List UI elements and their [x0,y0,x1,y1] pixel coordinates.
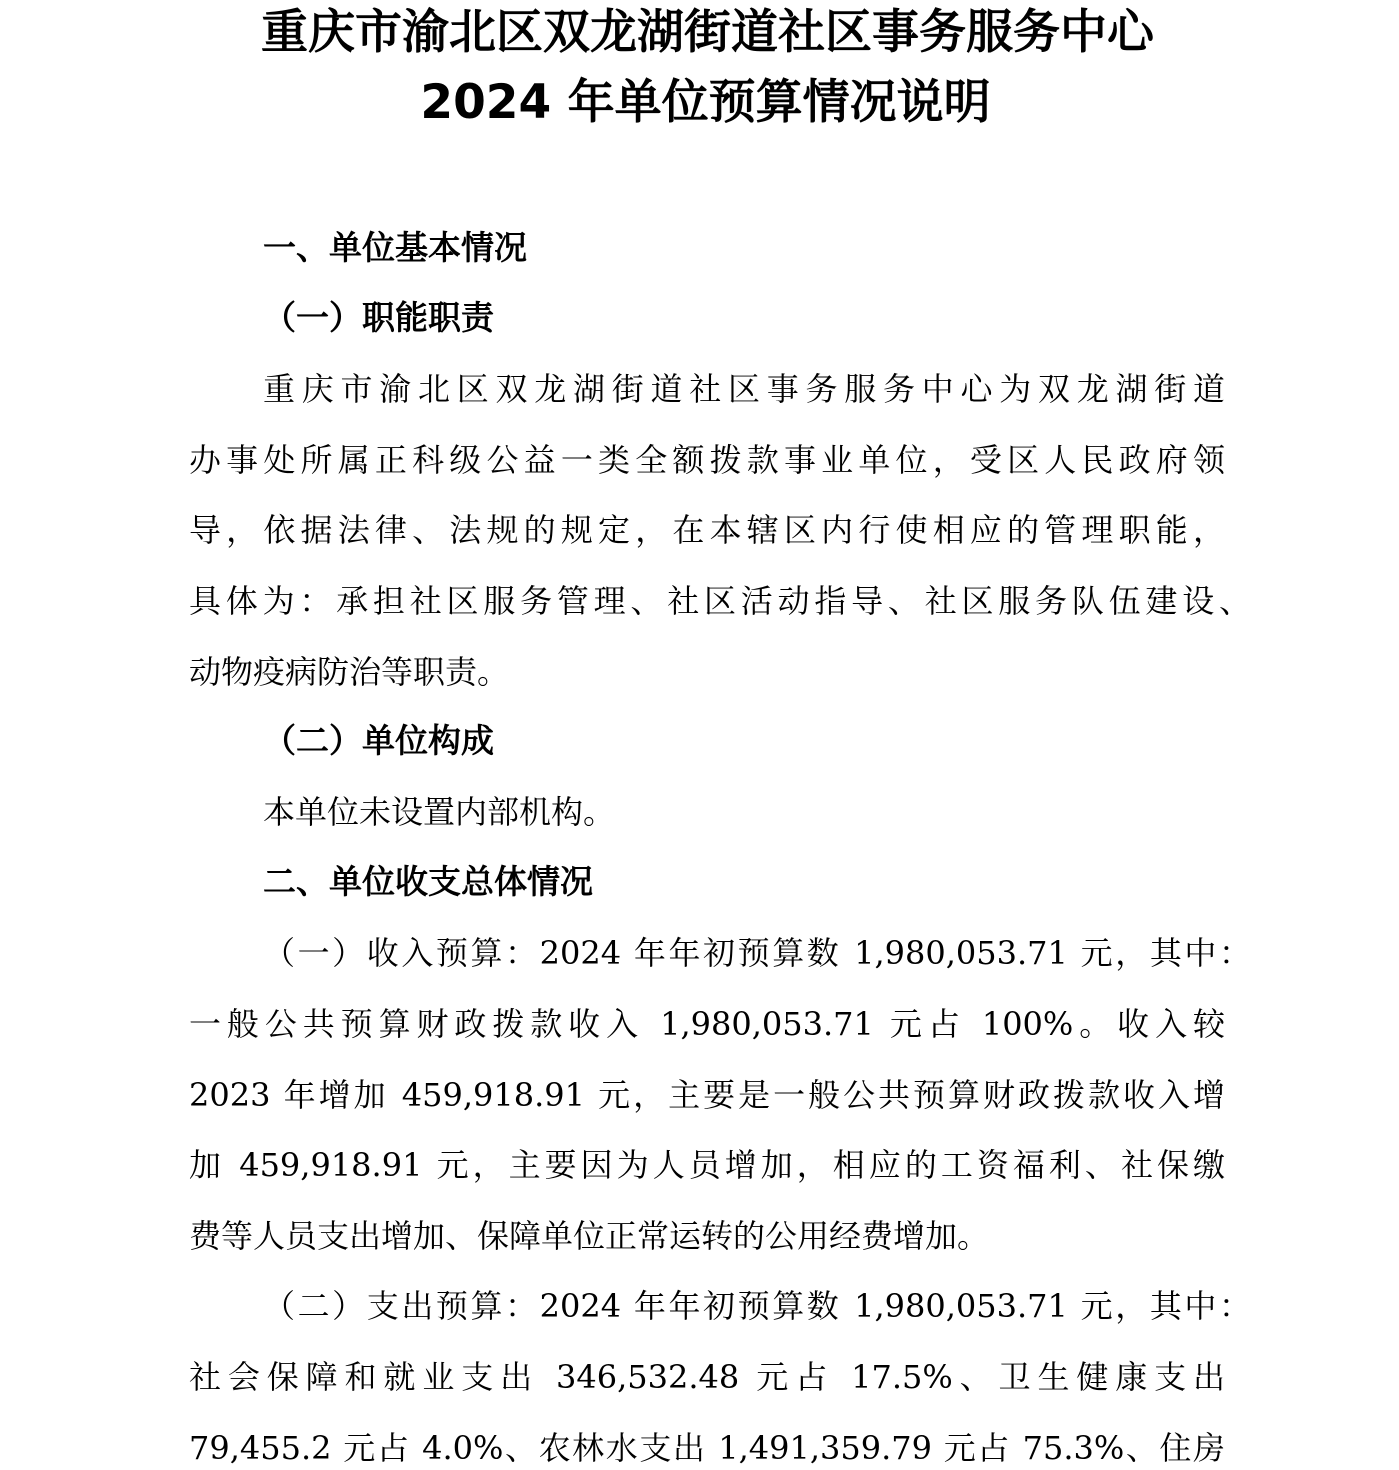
duties-line-3: 导，依据法律、法规的规定，在本辖区内行使相应的管理职能， [189,511,1225,549]
duties-line-4: 具体为：承担社区服务管理、社区活动指导、社区服务队伍建设、 [189,582,1251,620]
income-line-2: 一般公共预算财政拨款收入 1,980,053.71 元占 100%。收入较 [189,1005,1225,1043]
duties-line-1: 重庆市渝北区双龙湖街道社区事务服务中心为双龙湖街道 [263,370,1225,408]
income-line-3: 2023 年增加 459,918.91 元，主要是一般公共预算财政拨款收入增 [189,1076,1225,1114]
expense-line-1: （二）支出预算：2024 年年初预算数 1,980,053.71 元，其中： [263,1287,1251,1325]
income-line-4: 加 459,918.91 元，主要因为人员增加，相应的工资福利、社保缴 [189,1146,1225,1184]
income-line-1: （一）收入预算：2024 年年初预算数 1,980,053.71 元，其中： [263,934,1251,972]
structure-line-1: 本单位未设置内部机构。 [263,793,616,831]
document-title-line-2: 2024 年单位预算情况说明 [420,75,991,130]
section-1-sub-1-heading: （一）职能职责 [263,298,494,337]
section-1-sub-2-heading: （二）单位构成 [263,721,494,760]
duties-line-2: 办事处所属正科级公益一类全额拨款事业单位，受区人民政府领 [189,441,1225,479]
section-2-heading: 二、单位收支总体情况 [263,862,593,901]
document-title-line-1: 重庆市渝北区双龙湖街道社区事务服务中心 [261,5,1154,60]
expense-line-3: 79,455.2 元占 4.0%、农林水支出 1,491,359.79 元占 75.3%、住房 [189,1429,1225,1467]
section-1-heading: 一、单位基本情况 [263,228,527,267]
duties-line-5: 动物疫病防治等职责。 [189,653,510,691]
income-line-5: 费等人员支出增加、保障单位正常运转的公用经费增加。 [189,1217,990,1255]
expense-line-2: 社会保障和就业支出 346,532.48 元占 17.5%、卫生健康支出 [189,1358,1225,1396]
